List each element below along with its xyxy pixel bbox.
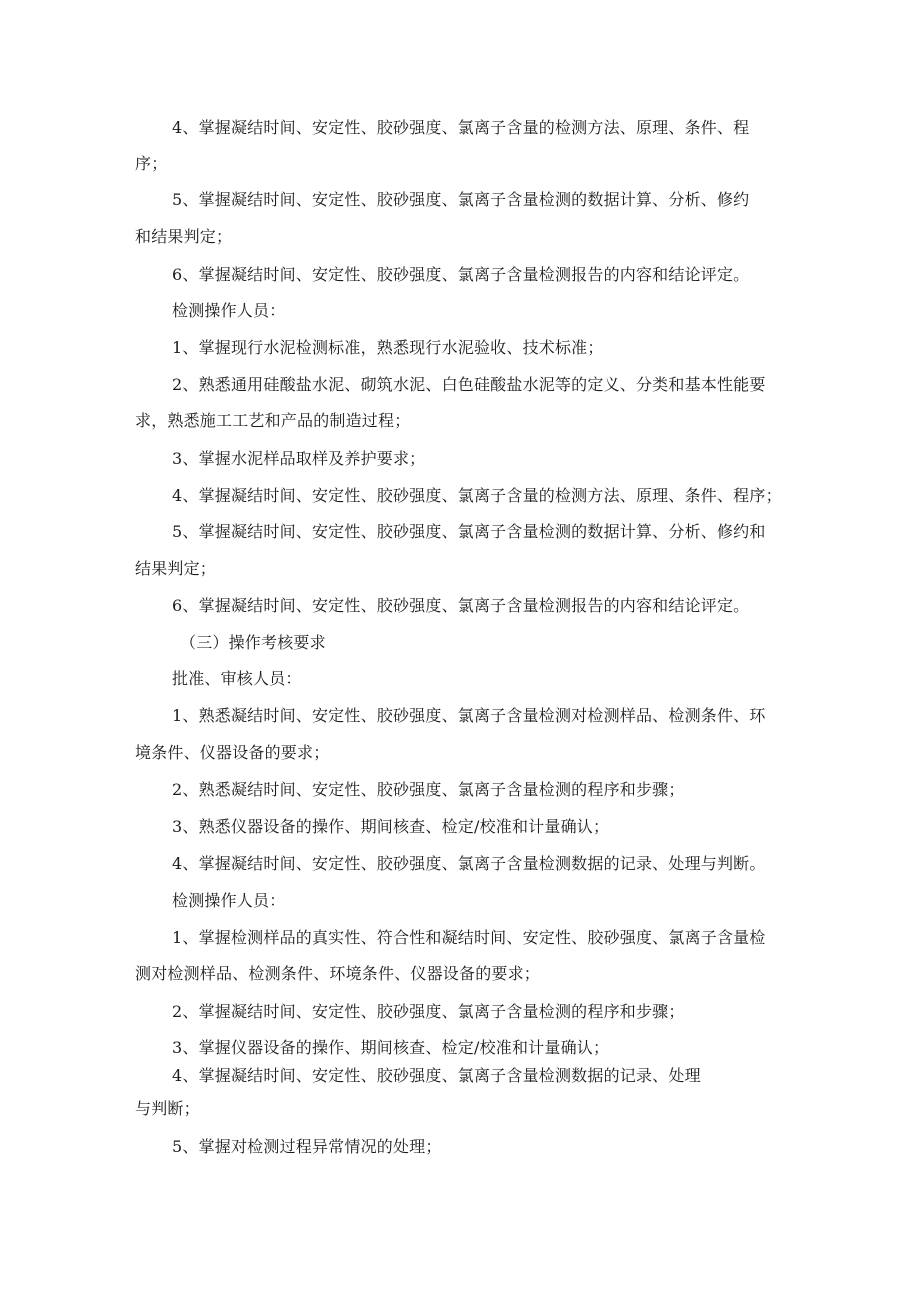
paragraph-line: 6、掌握凝结时间、安定性、胶砂强度、氯离子含量检测报告的内容和结论评定。	[172, 596, 750, 615]
paragraph-line: 4、掌握凝结时间、安定性、胶砂强度、氯离子含量检测数据的记录、处理	[172, 1066, 701, 1085]
paragraph-line: 和结果判定；	[135, 227, 233, 246]
paragraph-line: 测对检测样品、检测条件、环境条件、仪器设备的要求；	[135, 964, 541, 983]
paragraph-line: 1、掌握现行水泥检测标准，熟悉现行水泥验收、技术标准；	[172, 338, 604, 357]
paragraph-line: 1、掌握检测样品的真实性、符合性和凝结时间、安定性、胶砂强度、氯离子含量检	[172, 928, 766, 947]
paragraph-line: 序；	[135, 154, 168, 173]
paragraph-line: 4、掌握凝结时间、安定性、胶砂强度、氯离子含量的检测方法、原理、条件、程	[172, 118, 750, 137]
paragraph-line: 3、熟悉仪器设备的操作、期间核查、检定/校准和计量确认；	[172, 817, 610, 836]
paragraph-line: 求，熟悉施工工艺和产品的制造过程；	[135, 411, 411, 430]
paragraph-line: 3、掌握仪器设备的操作、期间核查、检定/校准和计量确认；	[172, 1038, 610, 1057]
paragraph-line: 1、熟悉凝结时间、安定性、胶砂强度、氯离子含量检测对检测样品、检测条件、环	[172, 706, 766, 725]
paragraph-line: 4、掌握凝结时间、安定性、胶砂强度、氯离子含量的检测方法、原理、条件、程序；	[172, 486, 782, 505]
paragraph-line: 5、掌握凝结时间、安定性、胶砂强度、氯离子含量检测的数据计算、分析、修约	[172, 190, 750, 209]
paragraph-line: 4、掌握凝结时间、安定性、胶砂强度、氯离子含量检测数据的记录、处理与判断。	[172, 854, 766, 873]
section-label: 批准、审核人员：	[172, 669, 302, 688]
section-label: 检测操作人员：	[172, 301, 286, 320]
paragraph-line: 5、掌握对检测过程异常情况的处理；	[172, 1137, 442, 1156]
paragraph-line: 2、掌握凝结时间、安定性、胶砂强度、氯离子含量检测的程序和步骤；	[172, 1002, 685, 1021]
paragraph-line: 与判断；	[135, 1099, 200, 1118]
paragraph-line: 境条件、仪器设备的要求；	[135, 743, 330, 762]
paragraph-line: 结果判定；	[135, 559, 217, 578]
section-heading: （三）操作考核要求	[180, 633, 326, 652]
paragraph-line: 3、掌握水泥样品取样及养护要求；	[172, 449, 426, 468]
paragraph-line: 2、熟悉凝结时间、安定性、胶砂强度、氯离子含量检测的程序和步骤；	[172, 780, 685, 799]
section-label: 检测操作人员：	[172, 891, 286, 910]
paragraph-line: 2、熟悉通用硅酸盐水泥、砌筑水泥、白色硅酸盐水泥等的定义、分类和基本性能要	[172, 375, 766, 394]
paragraph-line: 6、掌握凝结时间、安定性、胶砂强度、氯离子含量检测报告的内容和结论评定。	[172, 265, 750, 284]
paragraph-line: 5、掌握凝结时间、安定性、胶砂强度、氯离子含量检测的数据计算、分析、修约和	[172, 522, 766, 541]
